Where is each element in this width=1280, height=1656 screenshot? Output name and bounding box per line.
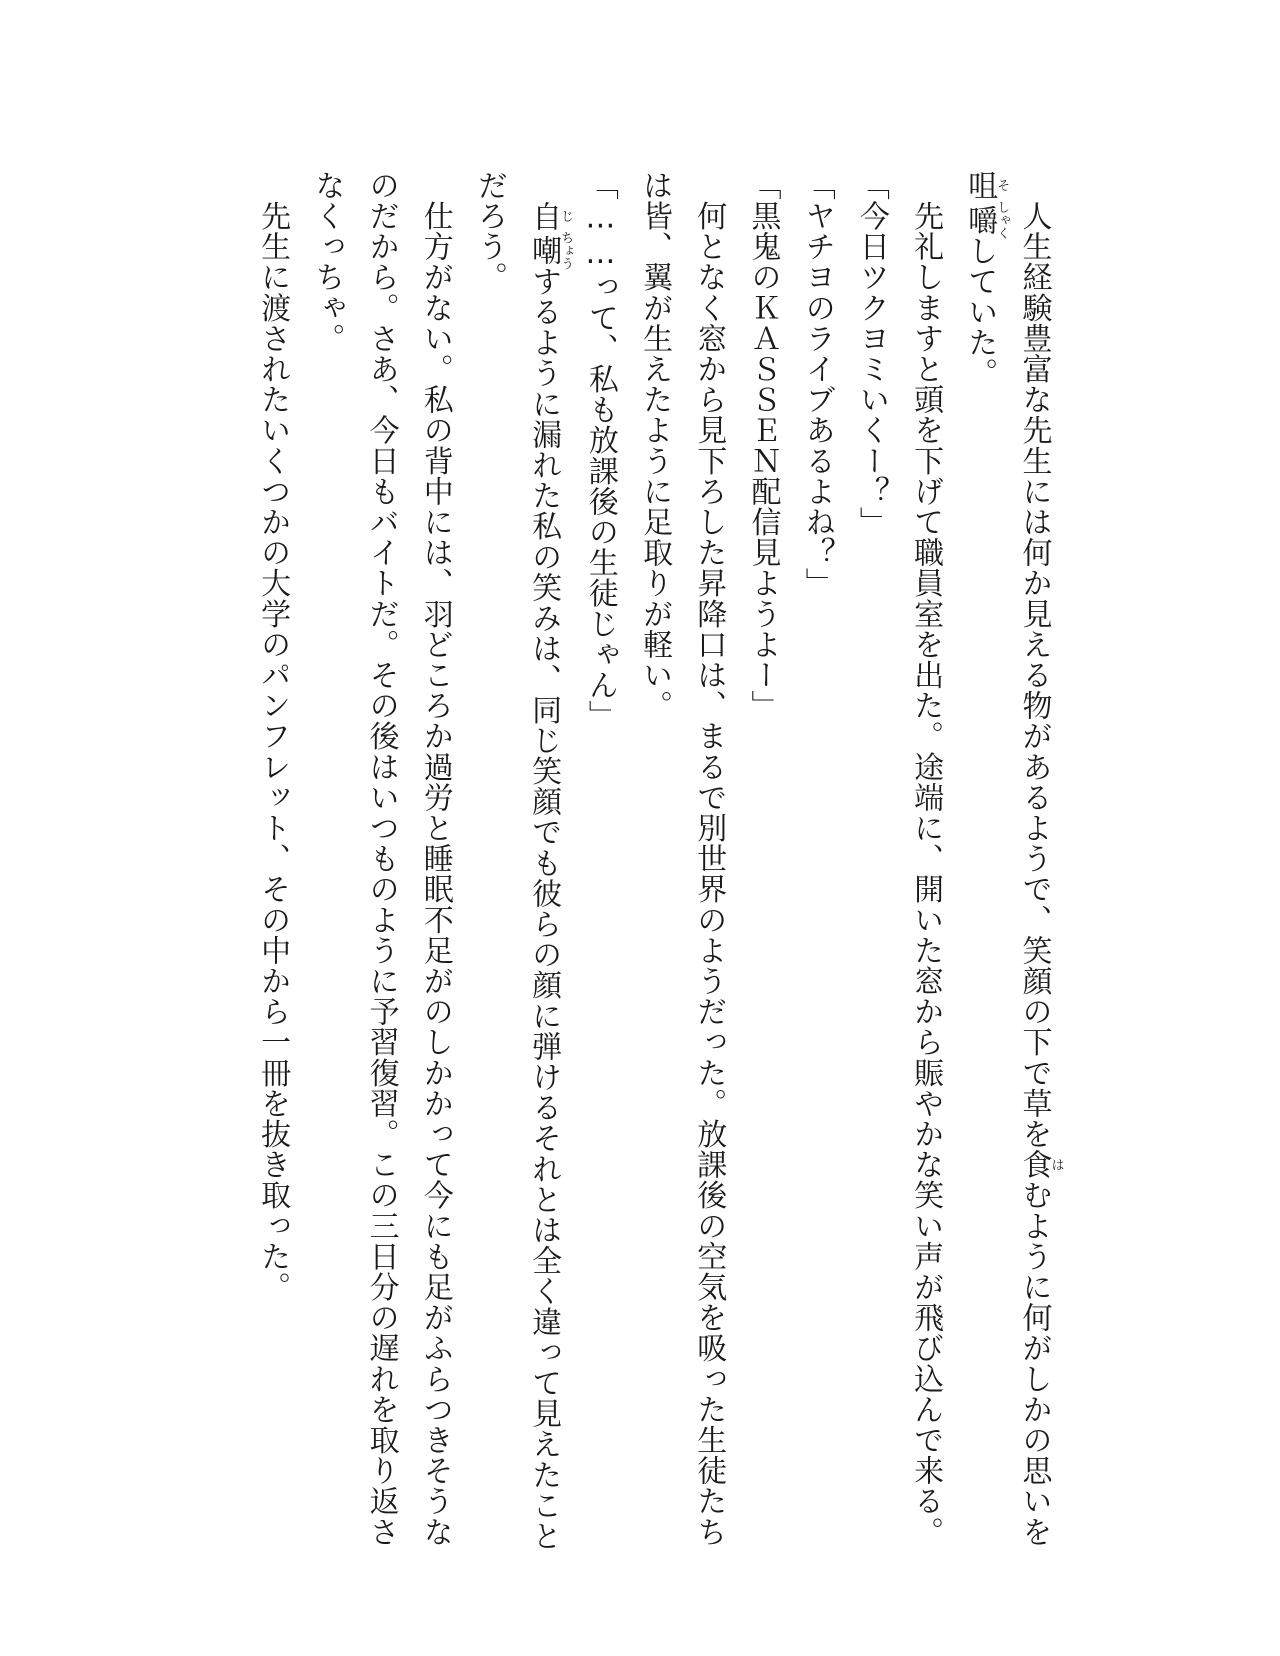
paragraph-6: 先生に渡されたいくつかの大学のパンフレット、その中から一冊を抜き取った。 [255,170,291,1303]
ruby-so: 咀そ [962,170,1010,201]
paragraph-4-indent [526,170,561,201]
paragraph-1-text-a: 人生経験豊富な先生には何か見える物があるようで、笑顔の下で草を [1016,170,1052,1150]
paragraph-2: 先礼しますと頭を下げて職員室を出た。途端に、開いた窓から賑やかな笑い声が飛び込んで来る。 [908,170,944,1547]
ruby-ji: 自じ [526,200,574,232]
dialogue-4: 「……って、私も放課後の生徒じゃん」 [582,170,618,731]
novel-text-block [245,170,1090,1570]
paragraph-1-text-b: むように何がしかの思いを [1016,1179,1052,1548]
paragraph-1 [952,170,1063,1570]
paragraph-4 [462,170,573,1570]
paragraph-1-text-c: していた。 [962,235,998,389]
dialogue-3: 「黒鬼のＫＡＳＳＥＮ配信見ようよー」 [745,170,781,721]
ruby-shaku: 嚼しゃく [962,200,1010,240]
dialogue-2: 「ヤチヨのライブあるよね？」 [799,170,835,599]
ruby-ha: 食は [1016,1149,1064,1180]
paragraph-3: 何となく窓から見下ろした昇降口は、まるで別世界のようだった。放課後の空気を吸った生徒たちは皆、翼が生えたように足取りが軽い。 [637,170,727,1547]
paragraph-4-text: するように漏れた私の笑みは、同じ笑顔でも彼らの顔に弾けるそれとは全く違って見えたことだろう。 [471,170,562,1552]
paragraph-5: 仕方がない。私の背中には、羽どころか過労と睡眠不足がのしかかって今にも足がふらつきそうなのだから。さあ、今日もバイトだ。その後はいつものように予習復習。この三日分の遅れを取り返さなくっちゃ。 [309,170,453,1547]
dialogue-1: 「今日ツクヨミいくー？」 [853,170,889,538]
ruby-chou: 嘲ちょう [526,231,574,271]
